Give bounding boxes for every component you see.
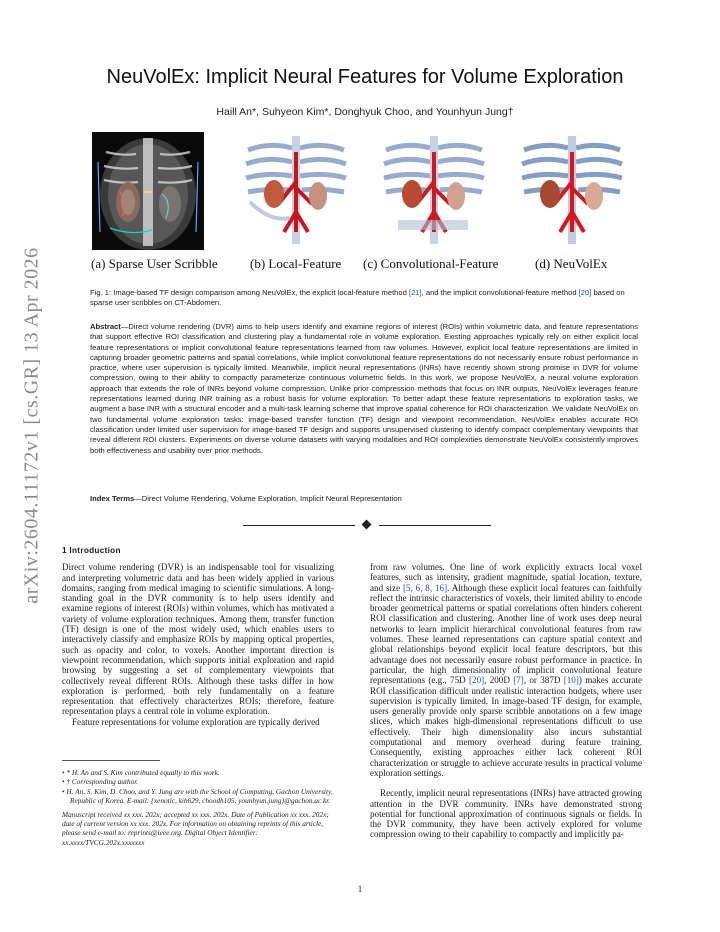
intro-paragraph-2: Feature representations for volume exploration are typically derived [72, 716, 320, 727]
abstract-text: —Direct volume rendering (DVR) aims to help users identify and examine regions of interest (ROIs) within volumetric data, and feature representations that support effective ROI classification and clustering play a fundamental role in volume exploration. Existing approaches typically rely on either explicit local feature representations or implicit convolutional feature representations learned from raw volumes. However, explicit local feature representations are limited in capturing broader geometric patterns and spatial correlations, while implicit convolutional feature representations do not necessarily ensure robust performance in practice, where user supervision is typically limited. Meanwhile, implicit neural representations (INRs) have recently shown strong promise in DVR for volume compression, owing to their ability to compactly parameterize continuous volumetric fields. In this work, we propose NeuVolEx, a neural volume exploration approach that extends the role of INRs beyond volume compression. Unlike prior compression methods that focus on INR outputs, NeuVolEx leverages feature representations learned during INR training as a robust basis for volume exploration. To better adapt these feature representations to exploration tasks, we augment a base INR with a structural encoder and a multi-task learning scheme that improve spatial coherence for ROI characterization. We validate NeuVolEx on two fundamental volume exploration tasks: image-based transfer function (TF) design and viewpoint recommendation. NeuVolEx enables accurate ROI classification under limited user supervision for image-based TF design and supports unsupervised clustering to identify compact complementary viewpoints that reveal different ROI clusters. Experiments on diverse volume datasets with varying modalities and ROI complexities demonstrate NeuVolEx consistently improves both effectiveness and usability over prior methods. [90, 322, 638, 455]
right-column [370, 562, 642, 840]
citation-link[interactable]: [10] [563, 675, 579, 686]
subcaption-d: (d) NeuVolEx [535, 256, 608, 271]
figure-subcaptions [88, 256, 638, 274]
intro-paragraph-3: Recently, implicit neural representations (INRs) have attracted growing attention in the DVR community. INRs have demonstrated strong potential for functional approximation of continuous signals or fields. In the DVR community, they have been actively explored for volume compression owing to their capability to compactly and implicitly pa- [370, 788, 642, 840]
abstract [90, 322, 638, 456]
citation-link[interactable]: [21] [408, 288, 422, 297]
intro-paragraph-continued: from raw volumes. One line of work explicitly extracts local voxel features, such as intensity, gradient magnitude, spatial location, texture, and size [5, 6, 8, 16]. Although these explicit local features can faithfully reflect the intrinsic characteristics of voxels, their limited ability to encode broader geometrical patterns or spatial correlations often hinders coherent ROI classification and clustering. Another line of work uses deep neural networks to learn implicit hierarchical convolutional features from raw volumes. These learned representations can capture spatial context and global relationships beyond explicit local feature descriptors, but this advantage does not necessarily ensure robust performance in practice. In particular, the high dimensionality of implicit convolutional feature representations (e.g., 75D [20], 200D [7], or 387D [10]) makes accurate ROI classification difficult under realistic interaction budgets, where user supervision is typically limited. In image-based TF design, for example, users generally provide only sparse scribble annotations on a few image slices, which makes high-dimensional representations difficult to use effectively. Their high dimensionality also incurs substantial computational and memory overhead during feature training. Consequently, existing approaches either lack coherent ROI characterization or struggle to achieve accurate results in practical volume exploration settings. [370, 562, 642, 778]
section-heading: 1 Introduction [62, 546, 121, 555]
panel-sparse-scribble-image [92, 132, 204, 250]
manuscript-info: Manuscript received xx xxx. 202x; accepted xx xxx. 202x. Date of Publication xx xxx. 202x; date of current version xx xxx. 202x. For information on obtaining reprints of this article, please send e-mail to: reprints@ieee.org. Digital Object Identifier: xx.xxxx/TVCG.202x.xxxxxxx [62, 809, 329, 847]
intro-paragraph-1: Direct volume rendering (DVR) is an indispensable tool for visualizing and interpreting volumetric data and has been widely applied in various domains, ranging from medical imaging to scientific simulations. A long-standing goal in the DVR community is to help users identify and examine regions of interest (ROIs) within volumes, which has motivated a variety of volume exploration techniques. Among them, transfer function (TF) design is one of the most widely used, which enables users to interactively classify and emphasize ROIs by mapping optical properties, such as opacity and color, to voxels. Another important direction is viewpoint recommendation, which supports initial exploration and rapid browsing by suggesting a set of complementary viewpoints that collectively reveal different ROIs. Although these tasks differ in how exploration is performed, both rely fundamentally on a feature representation that effectively characterizes ROIs; therefore, feature representation plays a central role in volume exploration. [62, 562, 334, 717]
left-column [62, 546, 334, 727]
footnotes [62, 768, 342, 847]
page-number: 1 [357, 884, 363, 894]
footnote-equal-contribution: • * H. An and S. Kim contributed equally to this work. [62, 768, 220, 777]
diamond-ornament-icon [362, 520, 372, 530]
subcaption-a: (a) Sparse User Scribble [91, 256, 218, 271]
paper-title: NeuVolEx: Implicit Neural Features for Volume Exploration [106, 66, 624, 88]
arxiv-stamp: arXiv:2604.11172v1 [cs.GR] 13 Apr 2026 [20, 246, 43, 604]
citation-link[interactable]: [7] [513, 675, 524, 686]
citation-link[interactable]: [20] [578, 288, 592, 297]
footnote-corresponding: • † Corresponding author. [62, 777, 139, 787]
citation-link[interactable]: [20] [469, 675, 485, 686]
subcaption-c: (c) Convolutional-Feature [363, 256, 499, 271]
panel-neuvolex-render [516, 132, 628, 250]
figure-caption: Fig. 1: Image-based TF design comparison among NeuVolEx, the explicit local-feature method [21], and the implicit convolutional-feature method [20] based on sparse user scribbles on CT-Abdomen. [90, 288, 625, 307]
panel-convolutional-feature-render [378, 132, 490, 250]
footnote-affiliation: • H. An, S. Kim, D. Choo, and Y. Jung are with the School of Computing, Gachon University, Republic of Korea. E-mail: {xenotic, kih629, choodh105, younhyun.jung}@gachon.ac.kr. [62, 786, 333, 806]
index-terms: Index Terms—Direct Volume Rendering, Volume Exploration, Implicit Neural Representation [90, 494, 402, 503]
section-divider [243, 521, 491, 531]
abstract-label: Abstract [90, 322, 121, 331]
index-terms-label: Index Terms [90, 494, 135, 503]
citation-link[interactable]: [5, 6, 8, 16] [402, 582, 448, 593]
panel-local-feature-render [240, 132, 352, 250]
subcaption-b: (b) Local-Feature [250, 256, 342, 271]
teaser-figure [92, 132, 632, 250]
footnote-rule [62, 760, 160, 761]
authors-line: Haill An*, Suhyeon Kim*, Donghyuk Choo, and Younhyun Jung† [216, 106, 514, 118]
